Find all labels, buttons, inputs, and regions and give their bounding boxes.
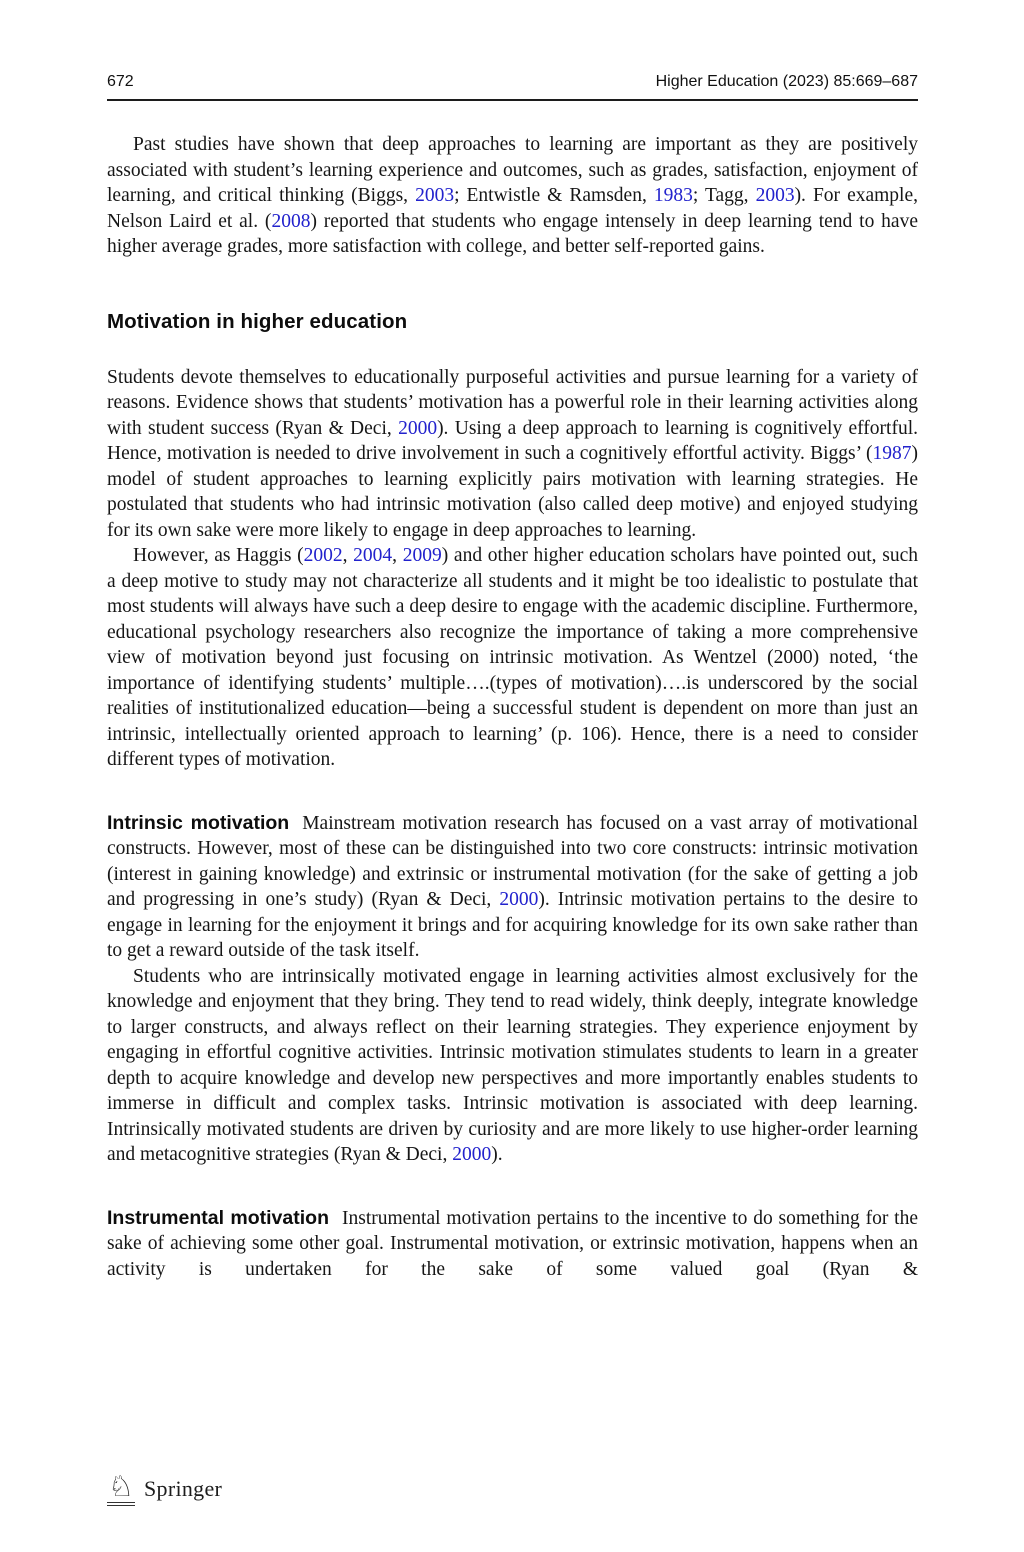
citation-link[interactable]: 2004 xyxy=(353,545,393,566)
text-run: Past studies have shown that deep approaches to learning are important as they are positively associated with student’s learning experience and outcomes, such as grades, satisfaction, enjoyment of learning, and critical thinking (Biggs, xyxy=(107,134,918,206)
runin-heading-instrumental: Instrumental motivation xyxy=(107,1206,329,1229)
paragraph-however-haggis xyxy=(107,543,918,773)
page-number: 672 xyxy=(107,73,134,90)
text-run: ; Entwistle & Ramsden, xyxy=(454,185,654,206)
text-run: ; Tagg, xyxy=(692,185,756,206)
runin-heading-intrinsic: Intrinsic motivation xyxy=(107,811,290,834)
article-body xyxy=(107,132,918,1282)
citation-link[interactable]: 2003 xyxy=(415,185,455,206)
citation-link[interactable]: 2000 xyxy=(452,1144,492,1165)
text-run: However, as Haggis ( xyxy=(133,545,304,566)
citation-link[interactable]: 2003 xyxy=(755,185,795,206)
paragraph-intrinsic-motivation xyxy=(107,811,918,964)
publisher-footer xyxy=(107,1472,222,1506)
citation-link[interactable]: 2000 xyxy=(499,889,539,910)
journal-reference: Higher Education (2023) 85:669–687 xyxy=(655,73,918,90)
text-run: ) and other higher education scholars have pointed out, such a deep motive to study may not characterize all students and it might be too idealistic to postulate that most students will always have such a deep desire to engage with the academic discipline. Furthermore, educational psychology researchers also recognize the importance of taking a more comprehensive view of motivation beyond just focusing on intrinsic motivation. As Wentzel (2000) noted, ‘the importance of identifying students’ multiple….(types of motivation)….is underscored by the social realities of institutionalized education—being a successful student is dependent on more than just an intrinsic, intellectually oriented approach to learning’ (p. 106). Hence, there is a need to consider different types of motivation. xyxy=(107,545,918,770)
text-run: ) reported that students who engage intensely in deep learning tend to have higher average grades, more satisfaction with college, and better self-reported gains. xyxy=(107,210,918,257)
citation-link[interactable]: 1983 xyxy=(653,185,693,206)
text-run: Students devote themselves to educationally purposeful activities and pursue learning for a variety of reasons. Evidence shows that students’ motivation has a powerful role in their learning activities along with student success (Ryan & Deci, xyxy=(107,366,918,439)
citation-link[interactable]: 2009 xyxy=(402,545,442,566)
text-run: Mainstream motivation research has focused on a vast array of motivational constructs. However, most of these can be distinguished into two core constructs: intrinsic motivation (interest in gaining knowledge) and extrinsic or instrumental motivation (for the sake of getting a job and progressing in one’s study) (Ryan & Deci, xyxy=(107,812,919,910)
runin-body-intrinsic xyxy=(107,813,918,962)
text-run: ). xyxy=(491,1144,503,1165)
text-run: Students who are intrinsically motivated engage in learning activities almost exclusively for the knowledge and enjoyment that they bring. They tend to read widely, think deeply, integrate knowledge to larger constructs, and always reflect on their learning strategies. They experience enjoyment by engaging in effortful cognitive activities. Intrinsic motivation stimulates students to learn in a greater depth to acquire knowledge and develop new perspectives and more importantly enables students to immerse in difficult and complex tasks. Intrinsic motivation is associated with deep learning. Intrinsically motivated students are driven by curiosity and are more likely to use higher-order learning and metacognitive strategies (Ryan & Deci, xyxy=(107,965,918,1165)
text-run: ). Intrinsic motivation pertains to the desire to engage in learning for the enjoyment it brings and for acquiring knowledge for its own sake rather than to get a reward outside of the task itself. xyxy=(107,889,919,961)
text-run: Instrumental motivation pertains to the incentive to do something for the sake of achieving some other goal. Instrumental motivation, or extrinsic motivation, happens when an activity is undertaken for the sake of some valued goal (Ryan & xyxy=(107,1207,918,1280)
springer-knight-icon: ♘ xyxy=(107,1472,135,1506)
running-head xyxy=(107,0,918,101)
citation-link[interactable]: 2008 xyxy=(271,210,311,232)
paragraph-intrinsically-motivated xyxy=(107,964,918,1168)
text-run: ). Using a deep approach to learning is cognitively effortful. Hence, motivation is needed to drive involvement in such a cognitively effortful activity. Biggs’ ( xyxy=(107,417,918,464)
text-run: , xyxy=(392,545,403,566)
text-run: , xyxy=(342,545,354,566)
paragraph-students-devote xyxy=(107,365,918,544)
publisher-name: Springer xyxy=(144,1476,223,1501)
paragraph-deep-approaches xyxy=(107,132,918,260)
text-run: ) model of student approaches to learning explicitly pairs motivation with learning strategies. He postulated that students who had intrinsic motivation (also called deep motive) and enjoyed studying for its own sake were more likely to engage in deep approaches to learning. xyxy=(107,443,918,541)
section-heading-motivation: Motivation in higher education xyxy=(107,309,408,333)
paragraph-instrumental-motivation xyxy=(107,1206,918,1283)
text-run: ). For example, Nelson Laird et al. ( xyxy=(107,185,918,232)
citation-link[interactable]: 1987 xyxy=(872,443,912,464)
journal-page xyxy=(107,0,918,1552)
citation-link[interactable]: 2000 xyxy=(398,417,438,439)
citation-link[interactable]: 2002 xyxy=(303,545,343,566)
